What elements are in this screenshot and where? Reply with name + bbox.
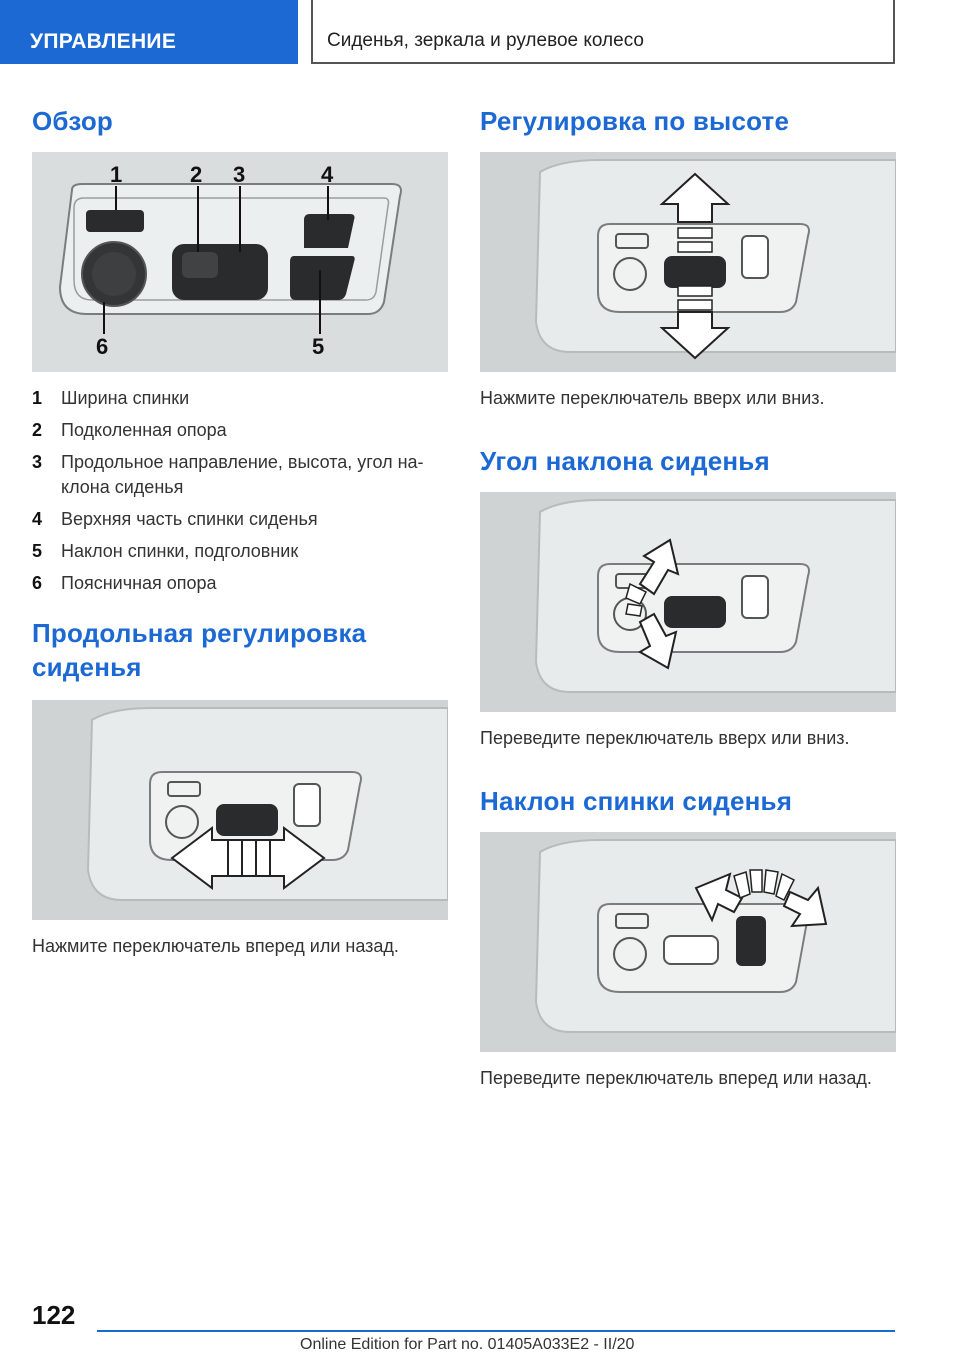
legend-item: 6 Поясничная опора [32, 573, 217, 593]
footer-divider [97, 1330, 895, 1332]
section-tab: УПРАВЛЕНИЕ [0, 0, 298, 64]
figure-label-2: 2 [190, 162, 203, 187]
figure-label-3: 3 [233, 162, 246, 187]
longitudinal-figure [32, 700, 448, 920]
figure-label-4: 4 [321, 162, 334, 187]
tilt-heading: Угол наклона сиденья [480, 446, 770, 476]
backrest-caption: Переведите переключатель вперед или назад. [480, 1068, 872, 1088]
overview-heading: Обзор [32, 106, 113, 136]
legend-item: 5 Наклон спинки, подголовник [32, 541, 299, 561]
figure-label-6: 6 [96, 334, 109, 359]
legend-item: 2 Подколенная опора [32, 420, 227, 440]
height-heading: Регулировка по высоте [480, 106, 790, 136]
figure-label-1: 1 [110, 162, 123, 187]
backrest-heading: Наклон спинки сиденья [480, 786, 793, 816]
overview-figure [32, 152, 448, 372]
longitudinal-caption: Нажмите переключатель вперед или назад. [32, 936, 399, 956]
chapter-title: Сиденья, зеркала и рулевое колесо [311, 0, 895, 64]
legend-item: 3 Продольное направление, высота, угол на-клона сиденья [32, 452, 424, 497]
tilt-figure [480, 492, 896, 712]
height-figure [480, 152, 896, 372]
legend-item: 4 Верхняя часть спинки сиденья [32, 509, 318, 529]
longitudinal-heading: Продольная регулировка сиденья [32, 618, 367, 682]
left-column [32, 100, 448, 958]
overview-legend [32, 386, 448, 596]
tilt-caption: Переведите переключатель вверх или вниз. [480, 728, 850, 748]
figure-label-5: 5 [312, 334, 325, 359]
right-column [480, 100, 896, 1090]
footer-edition: Online Edition for Part no. 01405A033E2 - II/20 [300, 1336, 635, 1353]
page-number: 122 [32, 1300, 76, 1330]
legend-item: 1 Ширина спинки [32, 388, 190, 408]
height-caption: Нажмите переключатель вверх или вниз. [480, 388, 825, 408]
backrest-figure [480, 832, 896, 1052]
